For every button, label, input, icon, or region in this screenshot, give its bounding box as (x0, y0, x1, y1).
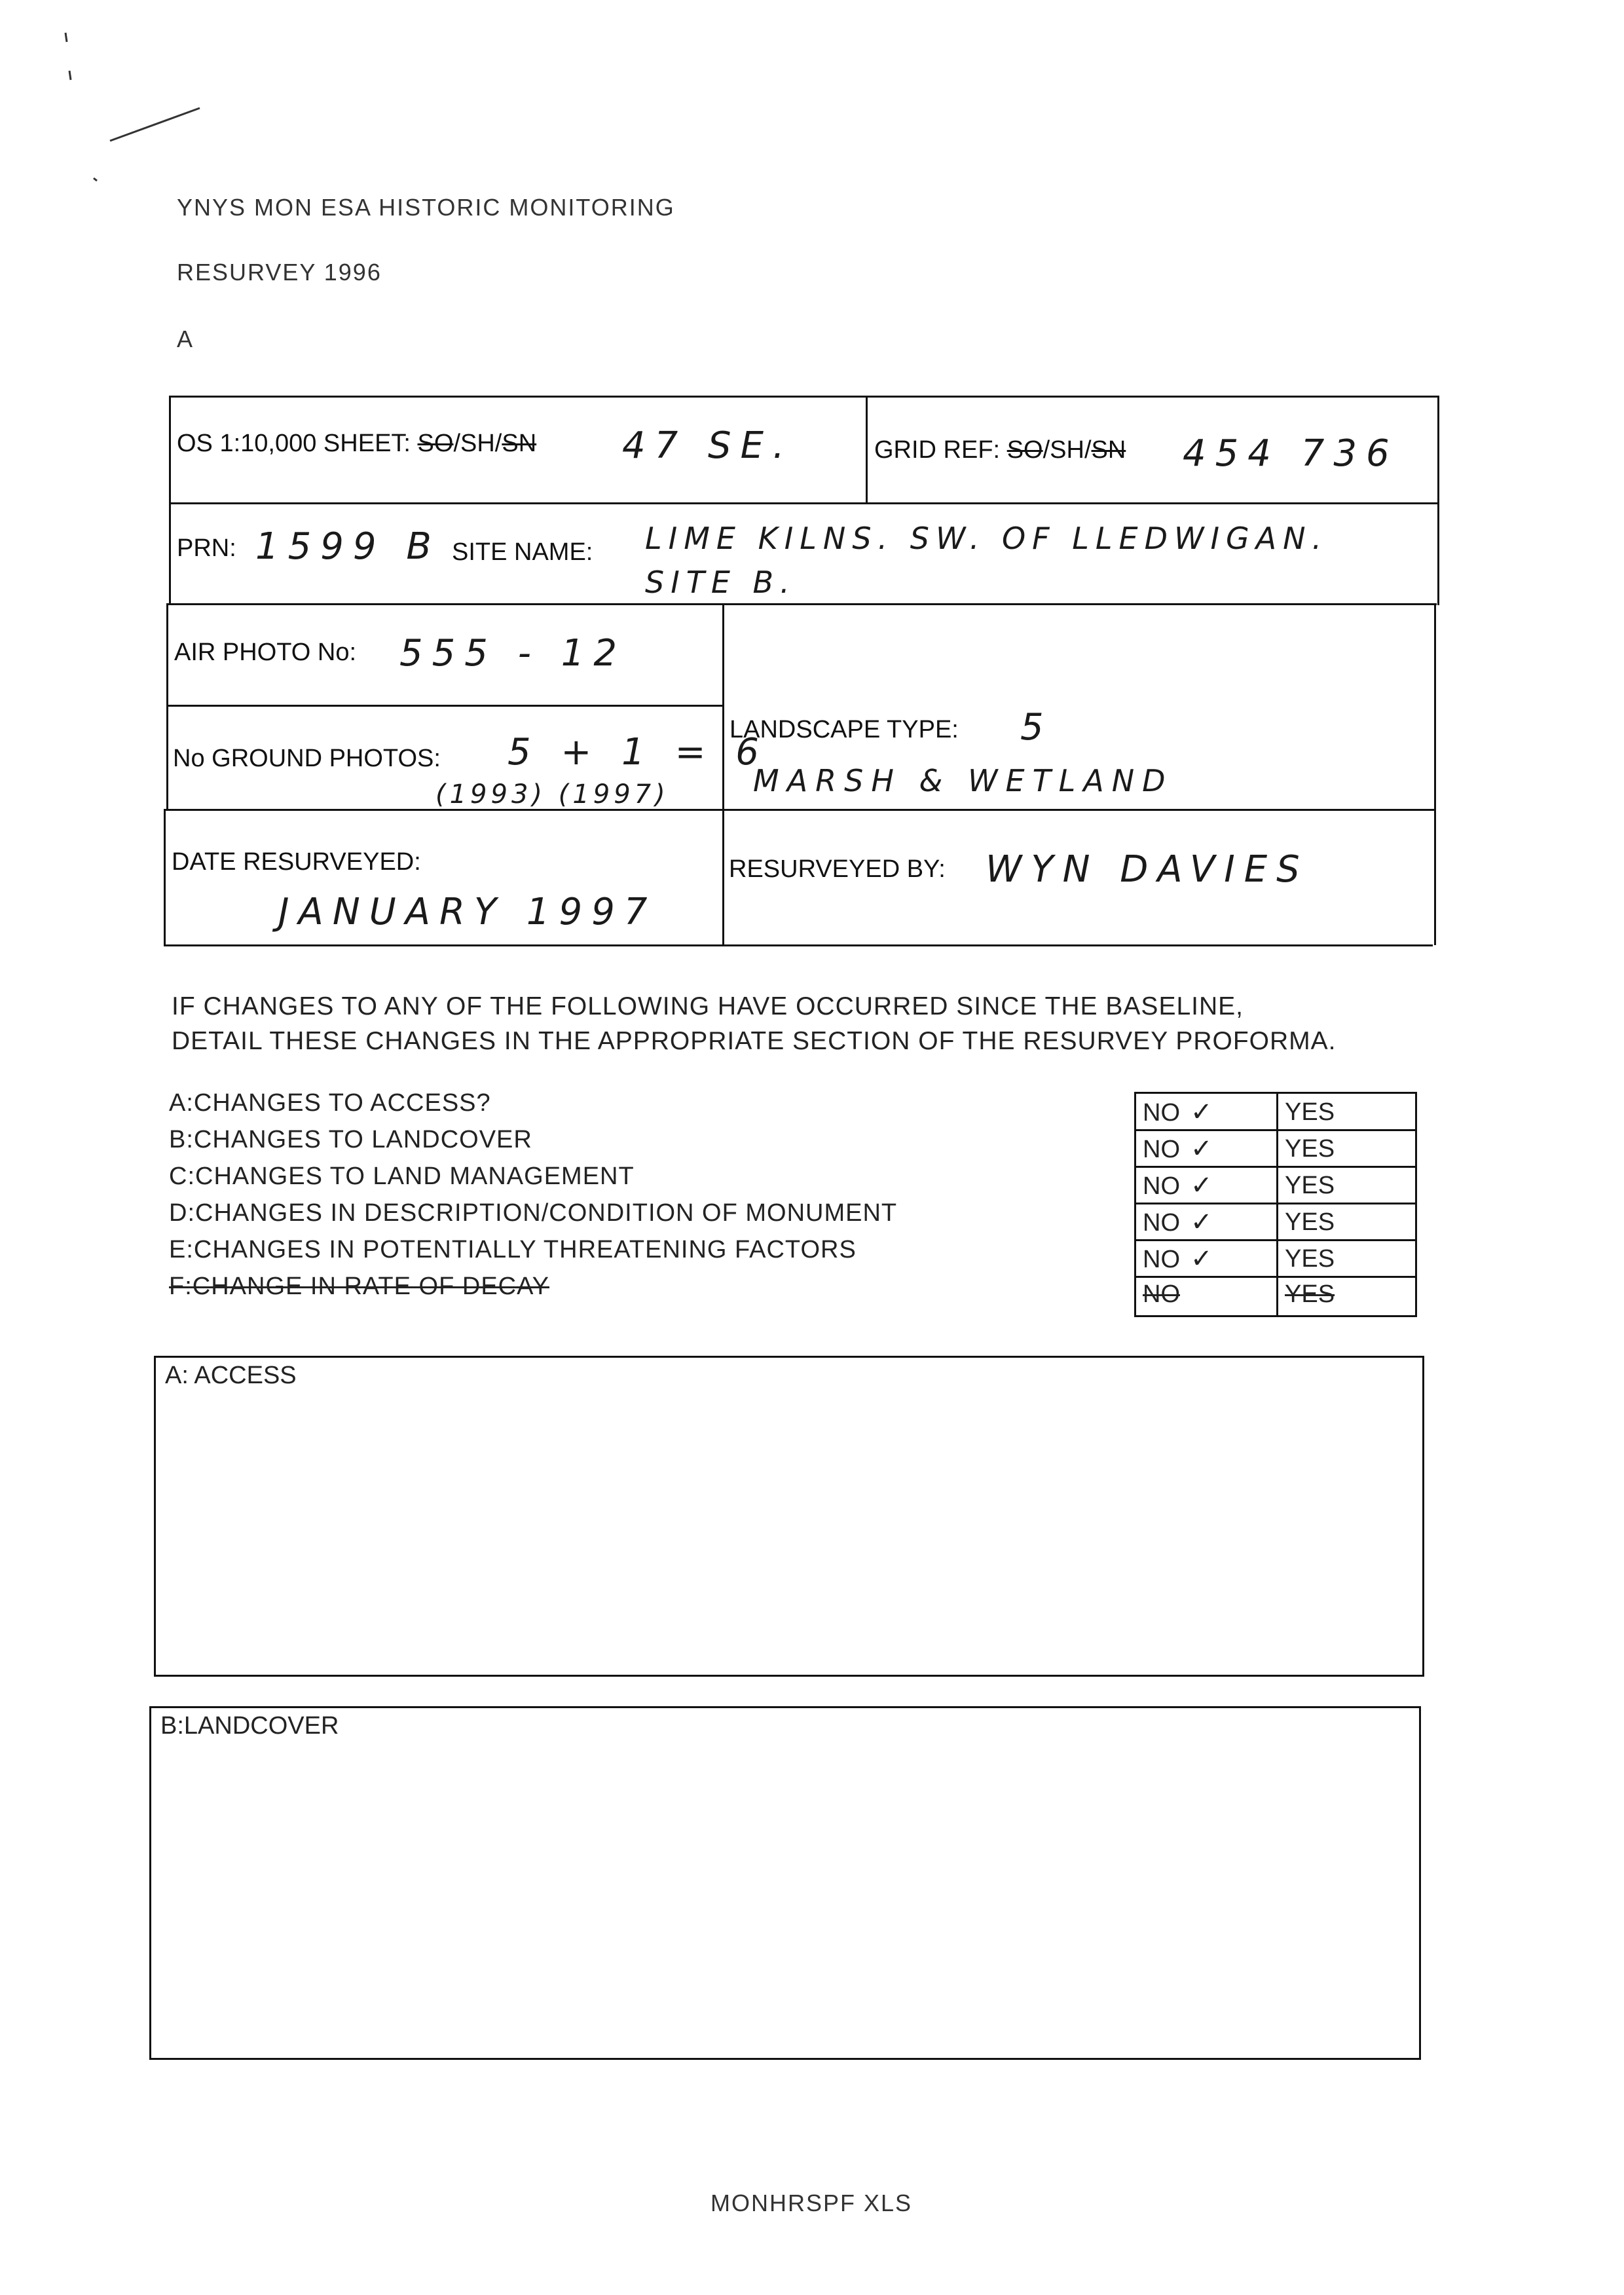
instructions-line-2: DETAIL THESE CHANGES IN THE APPROPRIATE SECTION OF THE RESURVEY PROFORMA. (172, 1027, 1337, 1055)
air-photo-value: 555 - 12 (399, 632, 626, 675)
change-access-yes[interactable]: YES (1285, 1098, 1335, 1126)
change-label-landcover: B:CHANGES TO LANDCOVER (169, 1126, 532, 1153)
change-monument-condition-yes[interactable]: YES (1285, 1208, 1335, 1236)
tick-mark-icon: ✓ (1190, 1207, 1213, 1237)
grid-ref-prefix-sh: /SH/ (1043, 436, 1092, 464)
no-option-label: NO (1143, 1099, 1180, 1127)
tick-mark-icon: ✓ (1190, 1134, 1213, 1164)
site-name-label: SITE NAME: (452, 538, 593, 566)
no-option-label: NO (1143, 1209, 1180, 1237)
tick-mark-icon: ✓ (1190, 1097, 1213, 1127)
access-section-title: A: ACCESS (165, 1362, 297, 1389)
access-section[interactable] (154, 1356, 1424, 1677)
change-label-land-management: C:CHANGES TO LAND MANAGEMENT (169, 1163, 635, 1190)
no-option-label: NO (1143, 1136, 1180, 1163)
change-access-no[interactable] (1136, 1095, 1276, 1130)
grid-ref-label: GRID REF: (874, 436, 1001, 464)
ground-photos-years: (1993) (1997) (435, 779, 669, 810)
prn-value: 1599 B (255, 525, 441, 568)
os-sheet-field (177, 430, 536, 458)
landscape-type-label: LANDSCAPE TYPE: (729, 716, 959, 743)
landscape-type-description: MARSH & WETLAND (753, 763, 1173, 798)
date-resurveyed-label: DATE RESURVEYED: (172, 848, 421, 876)
instructions-line-1: IF CHANGES TO ANY OF THE FOLLOWING HAVE OCCURRED SINCE THE BASELINE, (172, 992, 1244, 1020)
change-monument-condition-no[interactable] (1136, 1205, 1276, 1240)
resurvey-year: RESURVEY 1996 (177, 259, 382, 286)
os-sheet-prefix-struck-sn: SN (502, 430, 537, 457)
changes-yes-no-grid (1134, 1092, 1417, 1317)
file-reference-footer: MONHRSPF XLS (710, 2190, 913, 2216)
change-rate-of-decay-no: NO (1143, 1280, 1180, 1308)
grid-ref-prefix-struck-so: SO (1006, 436, 1043, 464)
no-option-label: NO (1143, 1172, 1180, 1200)
grid-ref-prefix-struck-sn: SN (1091, 436, 1126, 464)
date-resurveyed-value: JANUARY 1997 (278, 891, 657, 933)
landscape-type-value: 5 (1020, 706, 1053, 749)
os-sheet-label: OS 1:10,000 SHEET: (177, 430, 411, 457)
change-landcover-yes[interactable]: YES (1285, 1135, 1335, 1163)
form-letter: A (177, 326, 194, 352)
landcover-section-title: B:LANDCOVER (160, 1712, 339, 1740)
change-label-access: A:CHANGES TO ACCESS? (169, 1089, 491, 1117)
prn-label: PRN: (177, 534, 236, 562)
tick-mark-icon: ✓ (1190, 1244, 1213, 1274)
change-label-rate-of-decay: F:CHANGE IN RATE OF DECAY (169, 1273, 549, 1300)
no-option-label: NO (1143, 1246, 1180, 1273)
change-label-threatening-factors: E:CHANGES IN POTENTIALLY THREATENING FACTORS (169, 1236, 857, 1263)
change-land-management-yes[interactable]: YES (1285, 1172, 1335, 1199)
grid-ref-field (874, 436, 1126, 464)
site-name-value-line1: LIME KILNS. SW. OF LLEDWIGAN. (645, 521, 1329, 556)
os-sheet-prefix-struck-so: SO (417, 430, 454, 457)
grid-ref-value: 454 736 (1183, 432, 1399, 475)
resurveyed-by-label: RESURVEYED BY: (729, 855, 946, 883)
change-landcover-no[interactable] (1136, 1132, 1276, 1166)
os-sheet-value: 47 SE. (622, 424, 794, 467)
site-name-value-line2: SITE B. (645, 565, 796, 600)
resurveyed-by-value: WYN DAVIES (986, 848, 1309, 891)
tick-mark-icon: ✓ (1190, 1170, 1213, 1201)
document-title: YNYS MON ESA HISTORIC MONITORING (177, 194, 675, 221)
os-sheet-prefix-sh: /SH/ (453, 430, 502, 457)
change-threatening-factors-yes[interactable]: YES (1285, 1245, 1335, 1273)
change-land-management-no[interactable] (1136, 1168, 1276, 1203)
pen-scribble-mark (0, 0, 262, 210)
ground-photos-value: 5 + 1 = 6 (507, 731, 768, 774)
landcover-section[interactable] (149, 1706, 1421, 2060)
change-label-monument-condition: D:CHANGES IN DESCRIPTION/CONDITION OF MONUMENT (169, 1199, 898, 1227)
change-threatening-factors-no[interactable] (1136, 1242, 1276, 1277)
ground-photos-label: No GROUND PHOTOS: (173, 745, 441, 772)
change-rate-of-decay-yes: YES (1285, 1280, 1335, 1308)
air-photo-label: AIR PHOTO No: (174, 639, 357, 666)
